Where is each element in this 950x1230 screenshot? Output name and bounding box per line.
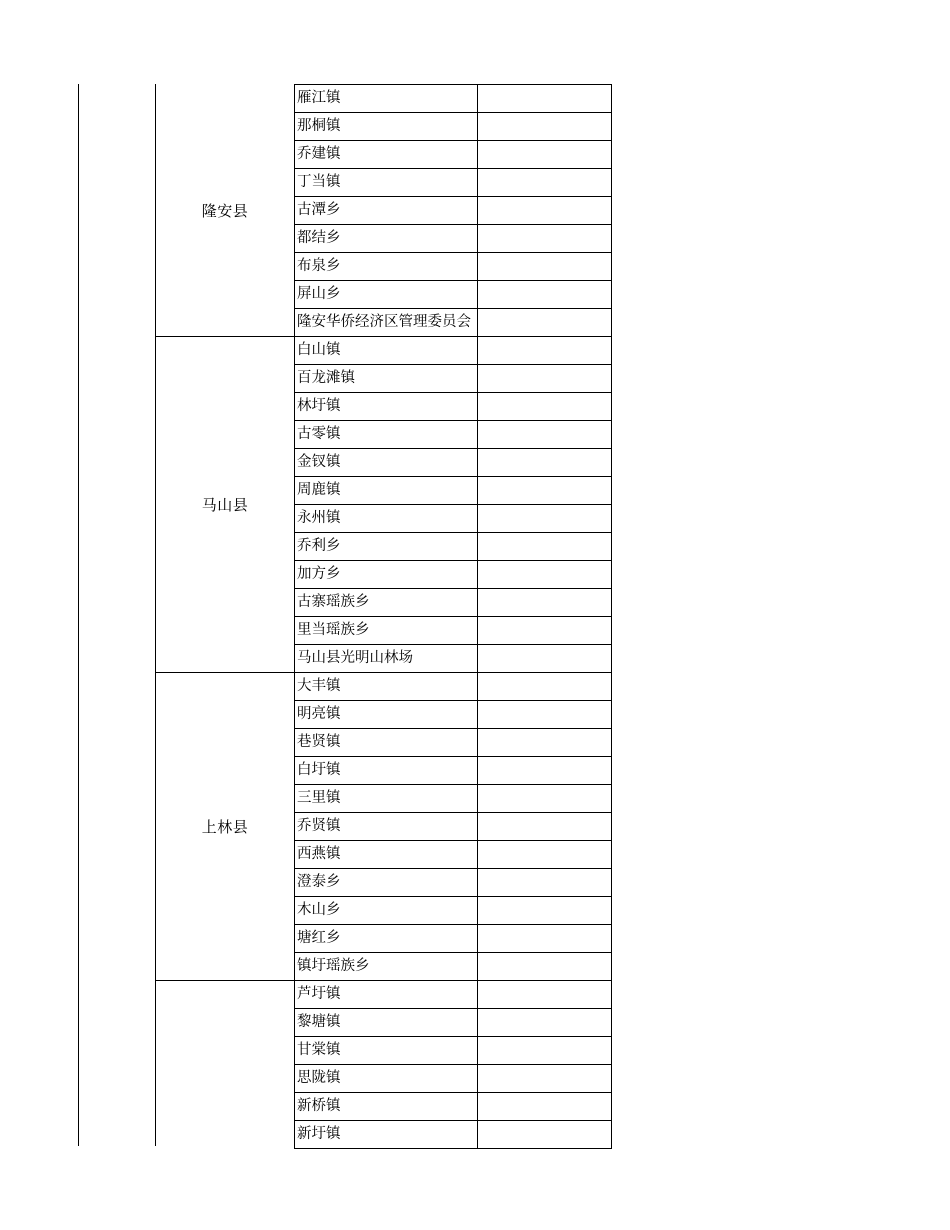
table-row: [294, 672, 612, 700]
table-row: [294, 784, 612, 812]
value-cell[interactable]: [478, 392, 612, 420]
table-row: [294, 896, 612, 924]
value-cell[interactable]: [478, 700, 612, 728]
town-name-cell[interactable]: 古潭乡: [294, 196, 478, 224]
table-row: [294, 364, 612, 392]
value-cell[interactable]: [478, 952, 612, 980]
town-name-cell[interactable]: 古零镇: [294, 420, 478, 448]
town-name-cell[interactable]: 乔建镇: [294, 140, 478, 168]
table-row: [294, 168, 612, 196]
town-name-cell[interactable]: 永州镇: [294, 504, 478, 532]
value-cell[interactable]: [478, 1120, 612, 1148]
town-name-cell[interactable]: 金钗镇: [294, 448, 478, 476]
table-row: [294, 252, 612, 280]
table-row: [294, 504, 612, 532]
value-cell[interactable]: [478, 1036, 612, 1064]
value-cell[interactable]: [478, 980, 612, 1008]
table-row: [294, 924, 612, 952]
table-row: [294, 868, 612, 896]
town-name-cell[interactable]: 黎塘镇: [294, 1008, 478, 1036]
table-row: [294, 1036, 612, 1064]
town-name-cell[interactable]: 布泉乡: [294, 252, 478, 280]
value-cell[interactable]: [478, 196, 612, 224]
county-name: 上林县: [201, 817, 249, 836]
value-cell[interactable]: [478, 756, 612, 784]
value-cell[interactable]: [478, 616, 612, 644]
town-name-cell[interactable]: 白山镇: [294, 336, 478, 364]
town-name-cell[interactable]: 都结乡: [294, 224, 478, 252]
table-row: [294, 448, 612, 476]
table-row: [294, 308, 612, 336]
table-row: [294, 392, 612, 420]
table-row: [294, 1064, 612, 1092]
town-name-cell[interactable]: 思陇镇: [294, 1064, 478, 1092]
table-row: [294, 112, 612, 140]
table-bottom-border: [294, 1148, 612, 1149]
table-row: [294, 532, 612, 560]
table-row: [294, 280, 612, 308]
value-cell[interactable]: [478, 476, 612, 504]
town-name-cell[interactable]: 新桥镇: [294, 1092, 478, 1120]
county-name: 马山县: [201, 495, 249, 514]
column-border-left: [78, 84, 79, 1146]
town-name-cell[interactable]: 新圩镇: [294, 1120, 478, 1148]
town-name-cell[interactable]: 加方乡: [294, 560, 478, 588]
town-name-cell[interactable]: 木山乡: [294, 896, 478, 924]
table-row: [294, 476, 612, 504]
town-name-cell[interactable]: 隆安华侨经济区管理委员会: [294, 308, 478, 336]
town-name-cell[interactable]: 甘棠镇: [294, 1036, 478, 1064]
value-cell[interactable]: [478, 224, 612, 252]
table-row: [294, 224, 612, 252]
table-row: [294, 588, 612, 616]
value-cell[interactable]: [478, 728, 612, 756]
table-row: [294, 560, 612, 588]
town-name-cell[interactable]: 白圩镇: [294, 756, 478, 784]
value-cell[interactable]: [478, 784, 612, 812]
table-row: [294, 644, 612, 672]
town-name-cell[interactable]: 林圩镇: [294, 392, 478, 420]
town-name-cell[interactable]: 镇圩瑶族乡: [294, 952, 478, 980]
table-row: [294, 756, 612, 784]
town-name-cell[interactable]: 里当瑶族乡: [294, 616, 478, 644]
value-cell[interactable]: [478, 560, 612, 588]
county-name: [156, 980, 294, 1148]
table-row: [294, 616, 612, 644]
table-row: [294, 840, 612, 868]
town-name-cell[interactable]: 西燕镇: [294, 840, 478, 868]
value-cell[interactable]: [478, 280, 612, 308]
table-row: [294, 1092, 612, 1120]
value-cell[interactable]: [478, 504, 612, 532]
value-cell[interactable]: [478, 252, 612, 280]
town-name-cell[interactable]: 塘红乡: [294, 924, 478, 952]
town-name-cell[interactable]: 三里镇: [294, 784, 478, 812]
table-row: [294, 812, 612, 840]
value-cell[interactable]: [478, 644, 612, 672]
value-cell[interactable]: [478, 1064, 612, 1092]
value-cell[interactable]: [478, 336, 612, 364]
town-name-cell[interactable]: 澄泰乡: [294, 868, 478, 896]
value-cell[interactable]: [478, 532, 612, 560]
town-name-cell[interactable]: 大丰镇: [294, 672, 478, 700]
table-row: [294, 420, 612, 448]
value-cell[interactable]: [478, 1092, 612, 1120]
town-name-cell[interactable]: 周鹿镇: [294, 476, 478, 504]
table-row: [294, 140, 612, 168]
county-name: 隆安县: [201, 201, 249, 220]
town-name-cell[interactable]: 雁江镇: [294, 84, 478, 112]
town-name-cell[interactable]: 明亮镇: [294, 700, 478, 728]
town-name-cell[interactable]: 屏山乡: [294, 280, 478, 308]
table-row: [294, 196, 612, 224]
value-cell[interactable]: [478, 924, 612, 952]
town-name-cell[interactable]: 乔利乡: [294, 532, 478, 560]
value-cell[interactable]: [478, 448, 612, 476]
value-cell[interactable]: [478, 588, 612, 616]
town-name-cell[interactable]: 那桐镇: [294, 112, 478, 140]
value-cell[interactable]: [478, 672, 612, 700]
town-name-cell[interactable]: 巷贤镇: [294, 728, 478, 756]
table-row: [294, 84, 612, 112]
town-name-cell[interactable]: 乔贤镇: [294, 812, 478, 840]
town-name-cell[interactable]: 古寨瑶族乡: [294, 588, 478, 616]
town-name-cell[interactable]: 芦圩镇: [294, 980, 478, 1008]
value-cell[interactable]: [478, 140, 612, 168]
value-cell[interactable]: [478, 868, 612, 896]
town-name-cell[interactable]: 马山县光明山林场: [294, 644, 478, 672]
table-row: [294, 728, 612, 756]
value-cell[interactable]: [478, 364, 612, 392]
table-row: [294, 980, 612, 1008]
value-cell[interactable]: [478, 112, 612, 140]
value-cell[interactable]: [478, 420, 612, 448]
table-row: [294, 336, 612, 364]
table-row: [294, 700, 612, 728]
value-cell[interactable]: [478, 168, 612, 196]
value-cell[interactable]: [478, 308, 612, 336]
table-row: [294, 952, 612, 980]
value-cell[interactable]: [478, 1008, 612, 1036]
table-row: [294, 1120, 612, 1148]
value-cell[interactable]: [478, 84, 612, 112]
town-name-cell[interactable]: 百龙滩镇: [294, 364, 478, 392]
value-cell[interactable]: [478, 840, 612, 868]
table-row: [294, 1008, 612, 1036]
town-name-cell[interactable]: 丁当镇: [294, 168, 478, 196]
value-cell[interactable]: [478, 812, 612, 840]
value-cell[interactable]: [478, 896, 612, 924]
